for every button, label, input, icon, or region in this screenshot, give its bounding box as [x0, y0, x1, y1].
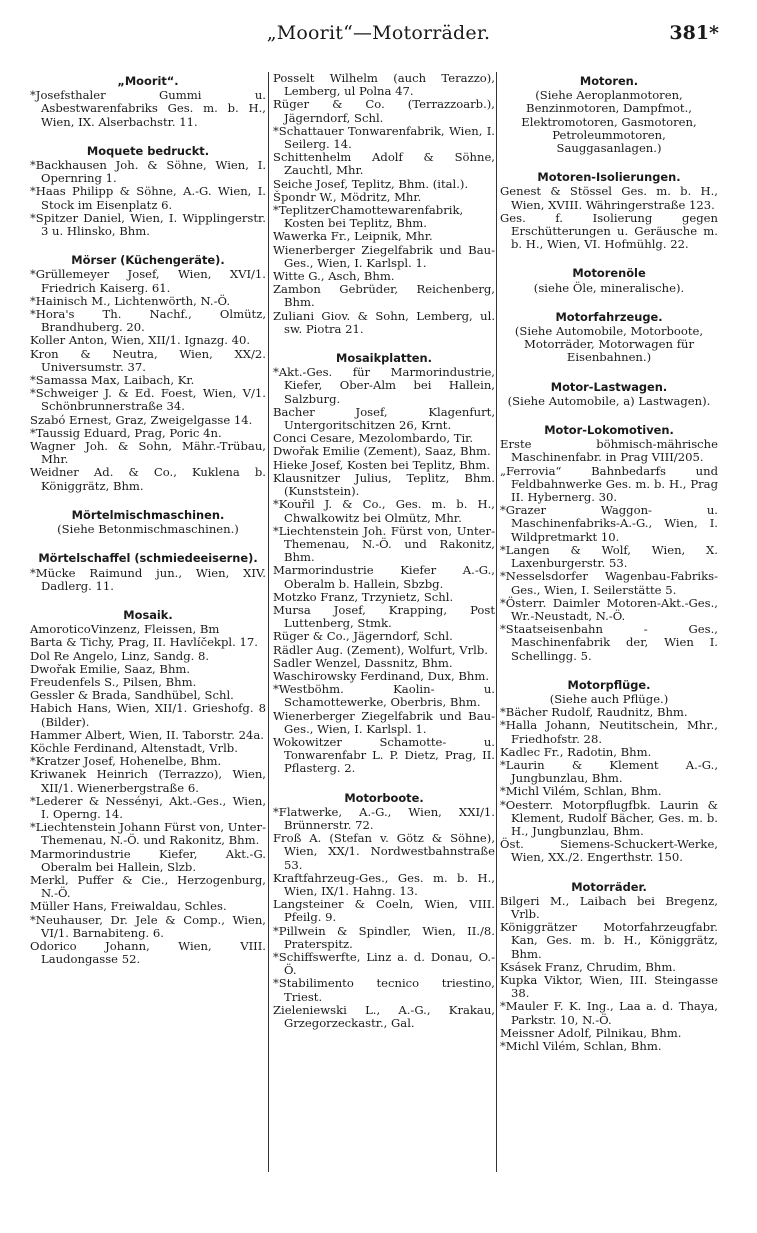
- spacer: [273, 776, 495, 789]
- cross-reference: (Siehe Aeroplanmotoren, Benzinmotoren, Dampfmot., Elektromotoren, Gasmotoren, Petroleummotoren, Sauggasanlagen.): [521, 88, 697, 156]
- spacer: [500, 365, 718, 378]
- section-heading: Mörser (Küchengeräte).: [71, 253, 225, 268]
- directory-entry: Mursa Josef, Krapping, Post Luttenberg, Stmk.: [273, 602, 495, 631]
- directory-entry: Hieke Josef, Kosten bei Teplitz, Bhm.: [273, 457, 490, 472]
- directory-entry: Hammer Albert, Wien, II. Taborstr. 24a.: [30, 727, 264, 742]
- directory-entry: *Liechtenstein Johann Fürst von, Unter-Themenau, N.-Ö. und Rakonitz, Bhm.: [30, 820, 266, 848]
- directory-entry: *Grazer Waggon- u. Maschinenfabriks-A.-G., Wien, I. Wildpretmarkt 10.: [500, 503, 718, 544]
- directory-entry: Marmorindustrie Kiefer, Akt.-G. Oberalm bei Hallein, Slzb.: [30, 846, 266, 874]
- directory-entry: Odorico Johann, Wien, VIII. Laudongasse 52.: [30, 938, 266, 967]
- directory-entry: *Michl Vilém, Schlan, Bhm.: [500, 1039, 662, 1053]
- directory-entry: *Nesselsdorfer Wagenbau-Fabriks-Ges., Wien, I. Seilerstätte 5.: [500, 569, 718, 597]
- column-right: [500, 72, 718, 1053]
- directory-entry: *Schiffswerfte, Linz a. d. Donau, O.-Ö.: [273, 950, 495, 978]
- cross-reference: (Siehe Automobile, Motorboote, Motorräder, Motorwagen für Eisenbahnen.): [514, 324, 704, 365]
- section-heading: Mörtelschaffel (schmiedeeiserne).: [38, 551, 258, 566]
- cross-reference: (Siehe Betonmischmaschinen.): [57, 522, 239, 537]
- directory-entry: *Langen & Wolf, Wien, X. Laxenburgerstr. 53.: [500, 542, 718, 571]
- directory-entry: Wagner Joh. & Sohn, Mähr.-Trübau, Mhr.: [30, 439, 266, 467]
- section-heading: Mosaik.: [123, 607, 173, 622]
- directory-entry: Genest & Stössel Ges. m. b. H., Wien, XVIII. Währingerstraße 123.: [500, 184, 718, 212]
- directory-entry: *Laurin & Klement A.-G., Jungbunzlau, Bhm.: [500, 757, 718, 786]
- spacer: [30, 493, 266, 506]
- cross-reference: (siehe Öle, mineralische).: [533, 280, 685, 295]
- directory-entry: Waschirowsky Ferdinand, Dux, Bhm.: [273, 668, 490, 683]
- directory-entry: Wawerka Fr., Leipnik, Mhr.: [273, 229, 433, 244]
- directory-entry: Kraftfahrzeug-Ges., Ges. m. b. H., Wien, IX/1. Hahng. 13.: [273, 870, 495, 898]
- directory-entry: *TeplitzerChamottewarenfabrik, Kosten bei Teplitz, Bhm.: [273, 203, 464, 231]
- spacer: [500, 251, 718, 264]
- spacer: [500, 663, 718, 676]
- spacer: [500, 408, 718, 421]
- directory-entry: AmoroticoVinzenz, Fleissen, Bm: [30, 622, 220, 637]
- section-heading: „Moorit“.: [117, 74, 179, 88]
- directory-entry: Špondr W., Mödritz, Mhr.: [273, 189, 422, 204]
- directory-entry: Barta & Tichy, Prag, II. Havlíčekpl. 17.: [30, 635, 258, 650]
- directory-entry: Gessler & Brada, Sandhübel, Schl.: [30, 688, 234, 703]
- section-heading: Mosaikplatten.: [336, 351, 432, 366]
- directory-entry: Weidner Ad. & Co., Kuklena b. Königgrätz, Bhm.: [30, 465, 266, 493]
- column-divider-right: [496, 72, 497, 1172]
- directory-entry: Meissner Adolf, Pilnikau, Bhm.: [500, 1025, 682, 1040]
- directory-entry: *Oesterr. Motorpflugfbk. Laurin & Klement, Rudolf Bächer, Ges. m. b. H., Jungbunzlau, Bhm.: [500, 797, 718, 838]
- section-heading: Motorräder.: [571, 879, 647, 894]
- directory-entry: *Grüllemeyer Josef, Wien, XVI/1. Friedrich Kaiserg. 61.: [30, 267, 266, 295]
- section-heading: Motoren.: [579, 74, 639, 88]
- header-title-text: „Moorit“—Motorräder.: [266, 22, 491, 44]
- directory-entry: *Neuhauser, Dr. Jele & Comp., Wien, VI/1. Barnabiteng. 6.: [30, 912, 266, 940]
- directory-entry: *Bächer Rudolf, Raudnitz, Bhm.: [500, 705, 688, 720]
- directory-entry: Posselt Wilhelm (auch Terazzo), Lemberg, ul Polna 47.: [273, 71, 495, 99]
- spacer: [30, 536, 266, 549]
- directory-entry: Zambon Gebrüder, Reichenberg, Bhm.: [273, 282, 495, 310]
- directory-entry: Köchle Ferdinand, Altenstadt, Vrlb.: [30, 740, 238, 755]
- directory-entry: *Kratzer Josef, Hohenelbe, Bhm.: [30, 754, 222, 769]
- directory-entry: Königgrätzer Motorfahrzeugfabr. Kan, Ges. m. b. H., Königgrätz, Bhm.: [500, 920, 718, 961]
- directory-entry: Wienerberger Ziegelfabrik und Bau-Ges., Wien, I. Karlspl. 1.: [273, 242, 495, 270]
- directory-entry: Motzko Franz, Trzynietz, Schl.: [273, 589, 454, 604]
- directory-entry: *Spitzer Daniel, Wien, I. Wipplingerstr. 3 u. Hlinsko, Bhm.: [30, 210, 266, 239]
- directory-entry: Wienerberger Ziegelfabrik und Bau-Ges., Wien, I. Karlspl. 1.: [273, 708, 495, 736]
- spacer: [500, 155, 718, 168]
- directory-entry: Dol Re Angelo, Linz, Sandg. 8.: [30, 648, 210, 663]
- section-heading: Mörtelmischmaschinen.: [71, 507, 225, 522]
- directory-entry: Witte G., Asch, Bhm.: [273, 269, 395, 284]
- directory-entry: *Pillwein & Spindler, Wien, II./8. Praterspitz.: [273, 923, 495, 951]
- directory-entry: Kadlec Fr., Radotin, Bhm.: [500, 744, 652, 759]
- directory-entry: Kupka Viktor, Wien, III. Steingasse 38.: [500, 972, 718, 1001]
- directory-entry: Dwořak Emilie, Saaz, Bhm.: [30, 661, 191, 676]
- spacer: [500, 865, 718, 878]
- directory-entry: Wokowitzer Schamotte- u. Tonwarenfabr L. P. Dietz, Prag, II. Pflasterg. 2.: [273, 734, 495, 776]
- directory-entry: Klausnitzer Julius, Teplitz, Bhm. (Kunststein).: [273, 470, 495, 499]
- directory-entry: Dwořak Emilie (Zement), Saaz, Bhm.: [273, 444, 491, 459]
- directory-entry: Marmorindustrie Kiefer A.-G., Oberalm b. Hallein, Sbzbg.: [273, 563, 495, 591]
- directory-entry: Sadler Wenzel, Dassnitz, Bhm.: [273, 655, 453, 670]
- column-divider-left: [268, 72, 269, 1172]
- directory-entry: Freudenfels S., Pilsen, Bhm.: [30, 674, 197, 689]
- directory-entry: *Samassa Max, Laibach, Kr.: [30, 373, 195, 388]
- directory-entry: Kron & Neutra, Wien, XX/2. Universumstr. 37.: [30, 346, 266, 374]
- directory-entry: *Stabilimento tecnico triestino, Triest.: [273, 976, 495, 1004]
- section-heading: Motorenöle: [572, 266, 646, 281]
- directory-entry: Kriwanek Heinrich (Terrazzo), Wien, XII/1. Wienerbergstraße 6.: [30, 767, 266, 795]
- directory-entry: *Österr. Daimler Motoren-Akt.-Ges., Wr.-Neustadt, N.-Ö.: [500, 595, 718, 623]
- directory-entry: *Akt.-Ges. für Marmorindustrie, Kiefer, Ober-Alm bei Hallein, Salzburg.: [273, 365, 495, 406]
- directory-entry: Ges. f. Isolierung gegen Erschütterungen u. Geräusche m. b. H., Wien, VI. Hofmühlg. 22.: [500, 210, 718, 252]
- directory-entry: *Schattauer Tonwarenfabrik, Wien, I. Seilerg. 14.: [273, 123, 495, 152]
- directory-entry: *Hainisch M., Lichtenwörth, N.-Ö.: [30, 293, 231, 308]
- page-header-title: [0, 22, 757, 44]
- directory-entry: Schittenhelm Adolf & Söhne, Zauchtl, Mhr.: [273, 150, 495, 178]
- directory-entry: Szabó Ernest, Graz, Zweigelgasse 14.: [30, 412, 253, 427]
- directory-entry: Seiche Josef, Teplitz, Bhm. (ital.).: [273, 176, 469, 191]
- directory-entry: Bacher Josef, Klagenfurt, Untergoritschitzen 26, Krnt.: [273, 404, 495, 433]
- spacer: [30, 238, 266, 251]
- directory-entry: *Liechtenstein Joh. Fürst von, Unter-Themenau, N.-Ö. und Rakonitz, Bhm.: [273, 523, 495, 565]
- directory-entry: Müller Hans, Freiwaldau, Schles.: [30, 899, 227, 914]
- directory-entry: Bilgeri M., Laibach bei Bregenz, Vrlb.: [500, 893, 718, 921]
- directory-entry: Zuliani Giov. & Sohn, Lemberg, ul. sw. Piotra 21.: [273, 308, 495, 336]
- directory-entry: „Ferrovia“ Bahnbedarfs und Feldbahnwerke Ges. m. b. H., Prag II. Hybernerg. 30.: [500, 463, 718, 505]
- directory-entry: Öst. Siemens-Schuckert-Werke, Wien, XX./2. Engerthstr. 150.: [500, 837, 718, 865]
- section-heading: Motoren-Isolierungen.: [537, 170, 681, 185]
- cross-reference: (Siehe Automobile, a) Lastwagen).: [507, 393, 711, 408]
- spacer: [273, 336, 495, 349]
- directory-entry: Merkl, Puffer & Cie., Herzogenburg, N.-Ö.: [30, 872, 266, 901]
- directory-entry: *Halla Johann, Neutitschein, Mhr., Friedhofstr. 28.: [500, 718, 718, 746]
- directory-entry: Rüger & Co., Jägerndorf, Schl.: [273, 629, 453, 644]
- directory-entry: *Haas Philipp & Söhne, A.-G. Wien, I. Stock im Eisenplatz 6.: [30, 184, 266, 212]
- directory-entry: Ksásek Franz, Chrudim, Bhm.: [500, 959, 676, 974]
- section-heading: Motorpflüge.: [567, 677, 651, 692]
- directory-entry: *Schweiger J. & Ed. Foest, Wien, V/1. Schönbrunnerstraße 34.: [30, 386, 266, 414]
- cross-reference: (Siehe auch Pflüge.): [549, 691, 669, 706]
- directory-entry: *Kouřil J. & Co., Ges. m. b. H., Chwalkowitz bei Olmütz, Mhr.: [273, 497, 495, 525]
- directory-entry: *Taussig Eduard, Prag, Poric 4n.: [30, 425, 222, 440]
- spacer: [30, 129, 266, 142]
- directory-entry: Koller Anton, Wien, XII/1. Ignazg. 40.: [30, 333, 251, 348]
- directory-entry: Rüger & Co. (Terrazzoarb.), Jägerndorf, Schl.: [273, 97, 495, 125]
- directory-entry: *Lederer & Nessényi, Akt.-Ges., Wien, I. Operng. 14.: [30, 793, 266, 821]
- directory-entry: Zieleniewski L., A.-G., Krakau, Grzegorzeckastr., Gal.: [273, 1002, 495, 1031]
- section-heading: Motorfahrzeuge.: [555, 309, 663, 324]
- directory-entry: *Westböhm. Kaolin- u. Schamottewerke, Oberbris, Bhm.: [273, 682, 495, 710]
- directory-entry: *Michl Vilém, Schlan, Bhm.: [500, 784, 662, 799]
- page-number-text: 381*: [669, 22, 719, 44]
- directory-entry: Langsteiner & Coeln, Wien, VIII. Pfeilg. 9.: [273, 897, 495, 925]
- directory-entry: *Mauler F. K. Ing., Laa a. d. Thaya, Parkstr. 10, N.-Ö.: [500, 999, 718, 1027]
- spacer: [500, 295, 718, 308]
- directory-entry: *Mücke Raimund jun., Wien, XIV. Dadlerg. 11.: [30, 565, 266, 593]
- directory-entry: *Backhausen Joh. & Söhne, Wien, I. Opernring 1.: [30, 158, 266, 186]
- directory-entry: Erste böhmisch-mährische Maschinenfabr. in Prag VIII/205.: [500, 437, 718, 465]
- directory-entry: *Flatwerke, A.-G., Wien, XXI/1. Brünnerstr. 72.: [273, 804, 495, 832]
- column-left: [30, 72, 266, 966]
- directory-entry: *Josefsthaler Gummi u. Asbestwarenfabriks Ges. m. b. H., Wien, IX. Alserbachstr. 11.: [30, 88, 266, 129]
- spacer: [30, 593, 266, 606]
- section-heading: Motor-Lokomotiven.: [544, 423, 674, 438]
- section-heading: Motor-Lastwagen.: [550, 379, 668, 394]
- directory-entry: Froß A. (Stefan v. Götz & Söhne), Wien, XX/1. Nordwestbahnstraße 53.: [273, 831, 495, 872]
- directory-entry: Conci Cesare, Mezolombardo, Tir.: [273, 431, 474, 446]
- directory-entry: Rädler Aug. (Zement), Wolfurt, Vrlb.: [273, 642, 488, 657]
- page-number: [669, 22, 719, 44]
- section-heading: Motorboote.: [344, 790, 424, 805]
- column-middle: [273, 72, 495, 1030]
- directory-entry: Habich Hans, Wien, XII/1. Grieshofg. 8 (Bilder).: [30, 701, 266, 729]
- section-heading: Moquete bedruckt.: [86, 143, 210, 158]
- directory-entry: *Hora's Th. Nachf., Olmütz, Brandhuberg. 20.: [30, 307, 266, 335]
- directory-entry: *Staatseisenbahn - Ges., Maschinenfabrik der, Wien I. Schellingg. 5.: [500, 622, 718, 663]
